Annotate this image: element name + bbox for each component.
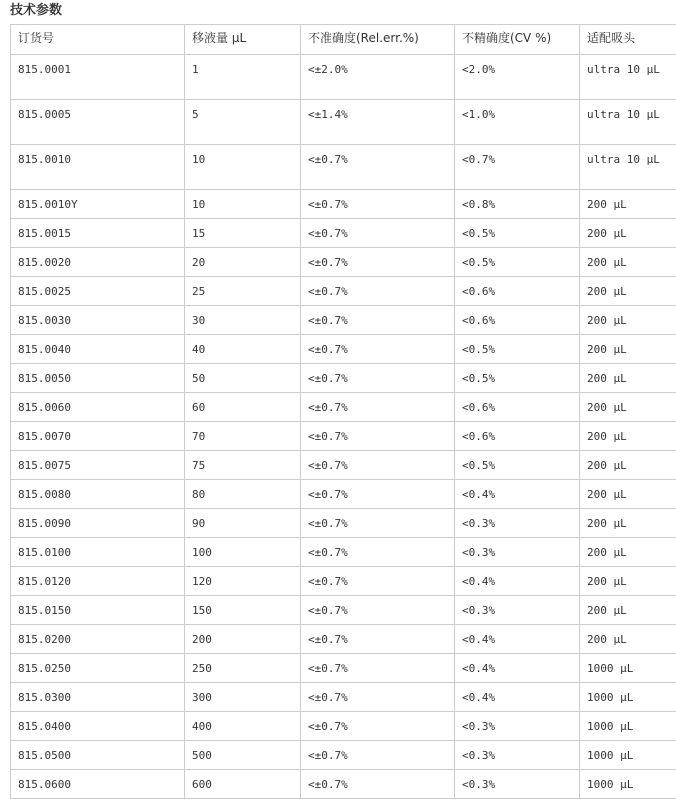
tip-cell: 200 μL: [580, 625, 676, 654]
order-no-cell: 815.0050: [11, 364, 185, 393]
tip-cell: 1000 μL: [580, 712, 676, 741]
inaccuracy-cell: <±0.7%: [301, 145, 455, 190]
table-row: [11, 277, 676, 306]
volume-cell: 50: [185, 364, 301, 393]
inaccuracy-cell: <±0.7%: [301, 596, 455, 625]
header-inaccuracy: 不准确度(Rel.err.%): [301, 25, 455, 55]
header-tip: 适配吸头: [580, 25, 676, 55]
inaccuracy-cell: <±0.7%: [301, 712, 455, 741]
tip-cell: 1000 μL: [580, 654, 676, 683]
order-no-cell: 815.0010: [11, 145, 185, 190]
tip-cell: 200 μL: [580, 190, 676, 219]
imprecision-cell: <0.3%: [455, 538, 580, 567]
imprecision-cell: <0.6%: [455, 422, 580, 451]
volume-cell: 60: [185, 393, 301, 422]
header-order-no: 订货号: [11, 25, 185, 55]
table-row: [11, 625, 676, 654]
inaccuracy-cell: <±0.7%: [301, 335, 455, 364]
imprecision-cell: <1.0%: [455, 100, 580, 145]
inaccuracy-cell: <±0.7%: [301, 190, 455, 219]
imprecision-cell: <0.4%: [455, 683, 580, 712]
tip-cell: 200 μL: [580, 509, 676, 538]
imprecision-cell: <0.5%: [455, 219, 580, 248]
inaccuracy-cell: <±0.7%: [301, 393, 455, 422]
inaccuracy-cell: <±1.4%: [301, 100, 455, 145]
inaccuracy-cell: <±0.7%: [301, 219, 455, 248]
inaccuracy-cell: <±0.7%: [301, 422, 455, 451]
inaccuracy-cell: <±0.7%: [301, 248, 455, 277]
imprecision-cell: <2.0%: [455, 55, 580, 100]
order-no-cell: 815.0001: [11, 55, 185, 100]
inaccuracy-cell: <±0.7%: [301, 683, 455, 712]
tip-cell: 200 μL: [580, 277, 676, 306]
tip-cell: 200 μL: [580, 393, 676, 422]
table-row: [11, 145, 676, 190]
table-header-row: [11, 25, 676, 55]
inaccuracy-cell: <±0.7%: [301, 770, 455, 799]
section-title: 技术参数: [10, 2, 62, 20]
table-row: [11, 509, 676, 538]
order-no-cell: 815.0060: [11, 393, 185, 422]
inaccuracy-cell: <±0.7%: [301, 509, 455, 538]
imprecision-cell: <0.5%: [455, 451, 580, 480]
table-row: [11, 248, 676, 277]
volume-cell: 80: [185, 480, 301, 509]
imprecision-cell: <0.3%: [455, 509, 580, 538]
volume-cell: 25: [185, 277, 301, 306]
volume-cell: 90: [185, 509, 301, 538]
tip-cell: 1000 μL: [580, 741, 676, 770]
table-row: [11, 364, 676, 393]
table-row: [11, 480, 676, 509]
table-row: [11, 538, 676, 567]
tip-cell: 200 μL: [580, 364, 676, 393]
imprecision-cell: <0.4%: [455, 654, 580, 683]
volume-cell: 300: [185, 683, 301, 712]
order-no-cell: 815.0030: [11, 306, 185, 335]
tip-cell: 200 μL: [580, 451, 676, 480]
order-no-cell: 815.0080: [11, 480, 185, 509]
imprecision-cell: <0.5%: [455, 335, 580, 364]
volume-cell: 200: [185, 625, 301, 654]
imprecision-cell: <0.4%: [455, 625, 580, 654]
order-no-cell: 815.0015: [11, 219, 185, 248]
order-no-cell: 815.0400: [11, 712, 185, 741]
tip-cell: 200 μL: [580, 248, 676, 277]
inaccuracy-cell: <±0.7%: [301, 480, 455, 509]
order-no-cell: 815.0600: [11, 770, 185, 799]
tip-cell: ultra 10 μL: [580, 100, 676, 145]
order-no-cell: 815.0100: [11, 538, 185, 567]
inaccuracy-cell: <±0.7%: [301, 741, 455, 770]
tip-cell: 200 μL: [580, 335, 676, 364]
order-no-cell: 815.0500: [11, 741, 185, 770]
order-no-cell: 815.0090: [11, 509, 185, 538]
volume-cell: 70: [185, 422, 301, 451]
imprecision-cell: <0.5%: [455, 248, 580, 277]
table-row: [11, 393, 676, 422]
inaccuracy-cell: <±0.7%: [301, 364, 455, 393]
volume-cell: 40: [185, 335, 301, 364]
imprecision-cell: <0.8%: [455, 190, 580, 219]
tip-cell: 200 μL: [580, 538, 676, 567]
imprecision-cell: <0.4%: [455, 480, 580, 509]
volume-cell: 75: [185, 451, 301, 480]
table-row: [11, 219, 676, 248]
volume-cell: 15: [185, 219, 301, 248]
tip-cell: 200 μL: [580, 480, 676, 509]
volume-cell: 400: [185, 712, 301, 741]
inaccuracy-cell: <±0.7%: [301, 654, 455, 683]
volume-cell: 10: [185, 190, 301, 219]
table-row: [11, 712, 676, 741]
order-no-cell: 815.0070: [11, 422, 185, 451]
table-row: [11, 451, 676, 480]
table-row: [11, 741, 676, 770]
table-row: [11, 335, 676, 364]
imprecision-cell: <0.3%: [455, 741, 580, 770]
volume-cell: 600: [185, 770, 301, 799]
order-no-cell: 815.0020: [11, 248, 185, 277]
header-volume: 移液量 μL: [185, 25, 301, 55]
tip-cell: 200 μL: [580, 567, 676, 596]
imprecision-cell: <0.3%: [455, 770, 580, 799]
table-row: [11, 654, 676, 683]
order-no-cell: 815.0075: [11, 451, 185, 480]
inaccuracy-cell: <±0.7%: [301, 625, 455, 654]
order-no-cell: 815.0200: [11, 625, 185, 654]
volume-cell: 250: [185, 654, 301, 683]
tip-cell: 200 μL: [580, 219, 676, 248]
table-row: [11, 306, 676, 335]
volume-cell: 20: [185, 248, 301, 277]
table-row: [11, 567, 676, 596]
tip-cell: 200 μL: [580, 596, 676, 625]
volume-cell: 150: [185, 596, 301, 625]
volume-cell: 100: [185, 538, 301, 567]
volume-cell: 1: [185, 55, 301, 100]
table-row: [11, 422, 676, 451]
order-no-cell: 815.0040: [11, 335, 185, 364]
volume-cell: 30: [185, 306, 301, 335]
tip-cell: 200 μL: [580, 306, 676, 335]
tip-cell: 1000 μL: [580, 770, 676, 799]
inaccuracy-cell: <±0.7%: [301, 538, 455, 567]
imprecision-cell: <0.5%: [455, 364, 580, 393]
inaccuracy-cell: <±2.0%: [301, 55, 455, 100]
tip-cell: 1000 μL: [580, 683, 676, 712]
volume-cell: 10: [185, 145, 301, 190]
table-row: [11, 683, 676, 712]
volume-cell: 5: [185, 100, 301, 145]
imprecision-cell: <0.3%: [455, 596, 580, 625]
tip-cell: ultra 10 μL: [580, 55, 676, 100]
tip-cell: 200 μL: [580, 422, 676, 451]
imprecision-cell: <0.6%: [455, 393, 580, 422]
imprecision-cell: <0.3%: [455, 712, 580, 741]
order-no-cell: 815.0025: [11, 277, 185, 306]
table-row: [11, 55, 676, 100]
table-row: [11, 596, 676, 625]
table-row: [11, 770, 676, 799]
volume-cell: 500: [185, 741, 301, 770]
volume-cell: 120: [185, 567, 301, 596]
order-no-cell: 815.0300: [11, 683, 185, 712]
imprecision-cell: <0.6%: [455, 277, 580, 306]
order-no-cell: 815.0250: [11, 654, 185, 683]
order-no-cell: 815.0150: [11, 596, 185, 625]
inaccuracy-cell: <±0.7%: [301, 567, 455, 596]
inaccuracy-cell: <±0.7%: [301, 306, 455, 335]
order-no-cell: 815.0120: [11, 567, 185, 596]
order-no-cell: 815.0010Y: [11, 190, 185, 219]
inaccuracy-cell: <±0.7%: [301, 451, 455, 480]
tip-cell: ultra 10 μL: [580, 145, 676, 190]
table-row: [11, 100, 676, 145]
inaccuracy-cell: <±0.7%: [301, 277, 455, 306]
imprecision-cell: <0.4%: [455, 567, 580, 596]
imprecision-cell: <0.6%: [455, 306, 580, 335]
spec-table: [10, 24, 676, 799]
imprecision-cell: <0.7%: [455, 145, 580, 190]
order-no-cell: 815.0005: [11, 100, 185, 145]
header-imprecision: 不精确度(CV %): [455, 25, 580, 55]
table-row: [11, 190, 676, 219]
